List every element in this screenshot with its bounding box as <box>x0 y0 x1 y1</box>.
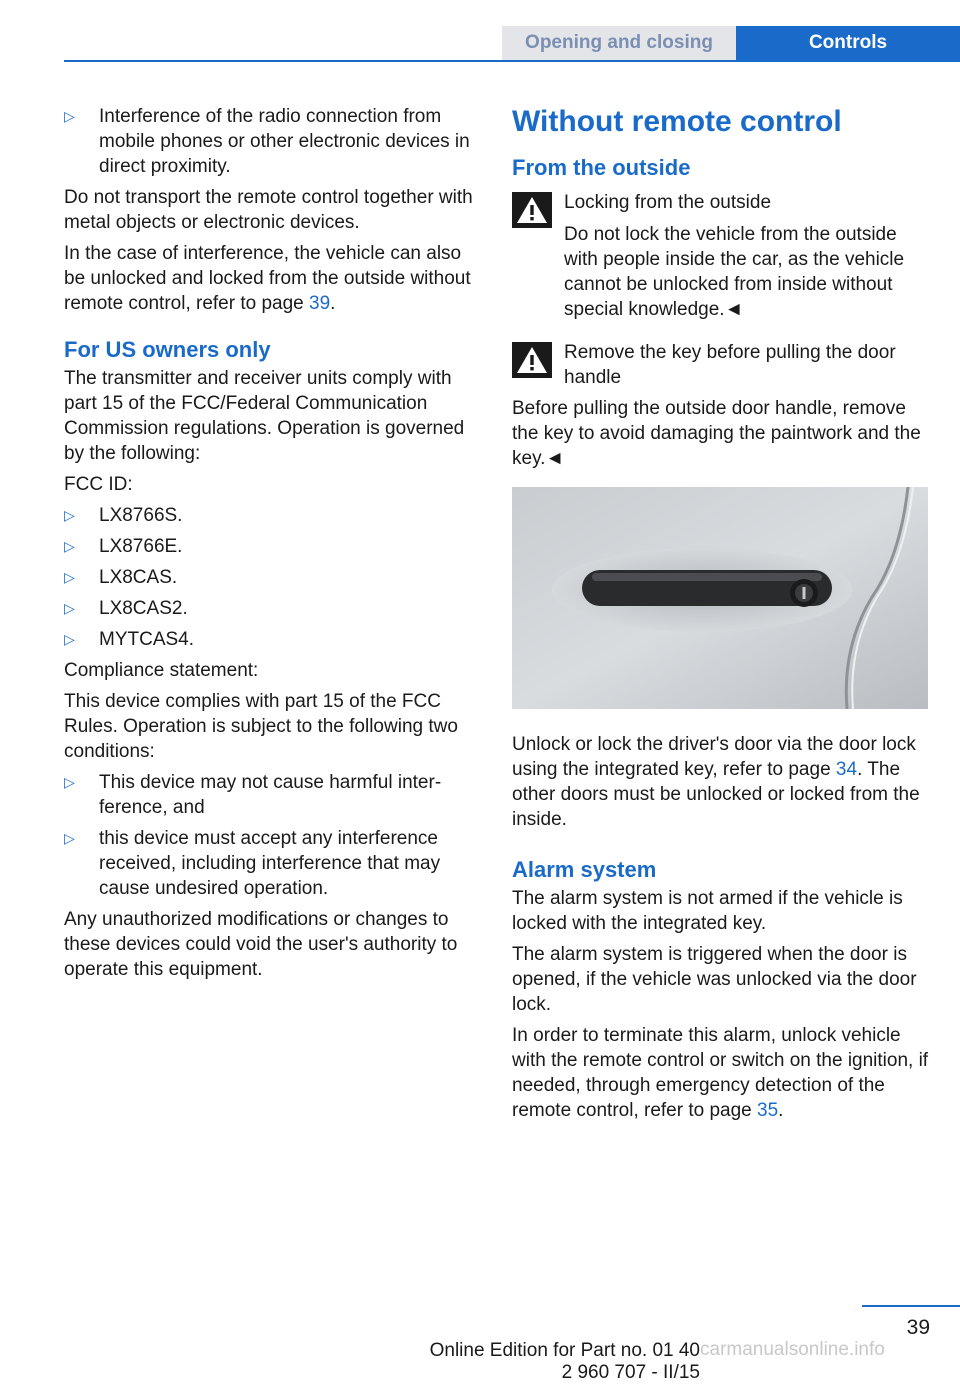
page-number: 39 <box>906 1316 930 1339</box>
list-item <box>64 627 480 652</box>
paragraph-text: In order to terminate this alarm, unlock vehicle with the remote control or switch on the ignition, if needed, through emergency detection of the remote control, refer to page <box>512 1025 929 1121</box>
warning-body: Before pulling the outside door handle, remove the key to avoid damaging the paintwork and the key.◄ <box>512 398 921 469</box>
paragraph-alarm-1: The alarm system is not armed if the vehicle is locked with the integrated key. <box>512 888 903 934</box>
list-item <box>64 534 480 559</box>
fcc-id: LX8766S. <box>99 505 183 526</box>
fcc-id: MYTCAS4. <box>99 629 195 650</box>
warning-title: Remove the key before pulling the door handle <box>564 342 896 388</box>
paragraph-closing: Any unauthorized modifications or changes to these devices could void the user's authority to operate this equipment. <box>64 909 458 980</box>
bullet-icon: ▷ <box>64 108 75 124</box>
paragraph-alarm-2: The alarm system is triggered when the door is opened, if the vehicle was unlocked via the door lock. <box>512 944 917 1015</box>
page-link[interactable]: 39 <box>309 293 331 314</box>
fcc-id: LX8CAS2. <box>99 598 188 619</box>
footer-rule <box>862 1305 960 1307</box>
list-item <box>64 826 480 901</box>
list-item <box>64 565 480 590</box>
bullet-icon: ▷ <box>64 774 75 790</box>
bullet-icon: ▷ <box>64 507 75 523</box>
condition-text: this device must accept any interference received, including interference that may cause undesired operation. <box>99 828 441 899</box>
compliance-label: Compliance statement: <box>64 660 259 681</box>
sub-heading: From the outside <box>512 155 691 180</box>
watermark: carmanualsonline.info <box>700 1339 885 1360</box>
paragraph-text: . <box>778 1100 784 1121</box>
main-heading: Without remote control <box>512 105 842 138</box>
paragraph-text: Unlock or lock the driver's door via the door lock using the integrated key, refer to page <box>512 734 916 780</box>
fcc-id-list <box>64 503 480 652</box>
paragraph-text: . The other doors must be unlocked or locked from the inside. <box>512 759 920 830</box>
conditions-list <box>64 770 480 901</box>
paragraph-unlock <box>512 732 930 832</box>
list-item <box>64 503 480 528</box>
condition-text: This device may not cause harmful interference, and <box>99 772 442 818</box>
bullet-icon: ▷ <box>64 600 75 616</box>
header-rule <box>64 60 960 62</box>
warning-triangle-icon <box>512 342 552 378</box>
paragraph-transport: Do not transport the remote control together with metal objects or electronic devices. <box>64 187 473 233</box>
warning-title: Locking from the outside <box>564 192 772 213</box>
paragraph-us: The transmitter and receiver units comply with part 15 of the FCC/Federal Communication Commission regulations. Operation is governed by the following: <box>64 368 465 464</box>
list-item <box>64 596 480 621</box>
page-link[interactable]: 34 <box>835 759 858 780</box>
chapter-tab: Controls <box>736 26 960 60</box>
bullet-icon: ▷ <box>64 830 75 846</box>
section-tab: Opening and closing <box>502 26 736 60</box>
paragraph-text: In the case of interference, the vehicle can also be unlocked and locked from the outside without remote control, refer to page <box>64 243 471 314</box>
list-item-text: Interference of the radio connection from mobile phones or other electronic devices in direct proximity. <box>99 106 470 177</box>
warning-block <box>512 340 930 390</box>
bullet-icon: ▷ <box>64 631 75 647</box>
list-item <box>64 104 480 179</box>
door-handle-image <box>512 487 928 709</box>
alarm-heading: Alarm system <box>512 857 657 882</box>
warning-triangle-icon <box>512 192 552 228</box>
paragraph-interference <box>64 241 480 316</box>
us-owners-heading: For US owners only <box>64 337 271 362</box>
list-item <box>64 770 480 820</box>
bullet-icon: ▷ <box>64 569 75 585</box>
edition-text: Online Edition for Part no. 01 40 2 960 707 - II/15 <box>429 1340 700 1383</box>
paragraph-compliance: This device complies with part 15 of the FCC Rules. Operation is subject to the following two conditions: <box>64 691 458 762</box>
paragraph-text: . <box>330 293 336 314</box>
warning-block <box>512 190 930 322</box>
fcc-id: LX8766E. <box>99 536 183 557</box>
fcc-id: LX8CAS. <box>99 567 178 588</box>
warning-body: Do not lock the vehicle from the outside with people inside the car, as the vehicle cannot be unlocked from inside without special knowledge.◄ <box>564 224 905 320</box>
right-column <box>512 104 930 1129</box>
bullet-icon: ▷ <box>64 538 75 554</box>
page-link[interactable]: 35 <box>757 1100 779 1121</box>
fcc-id-label: FCC ID: <box>64 474 133 495</box>
paragraph-alarm-3 <box>512 1023 930 1123</box>
left-column <box>64 104 480 988</box>
